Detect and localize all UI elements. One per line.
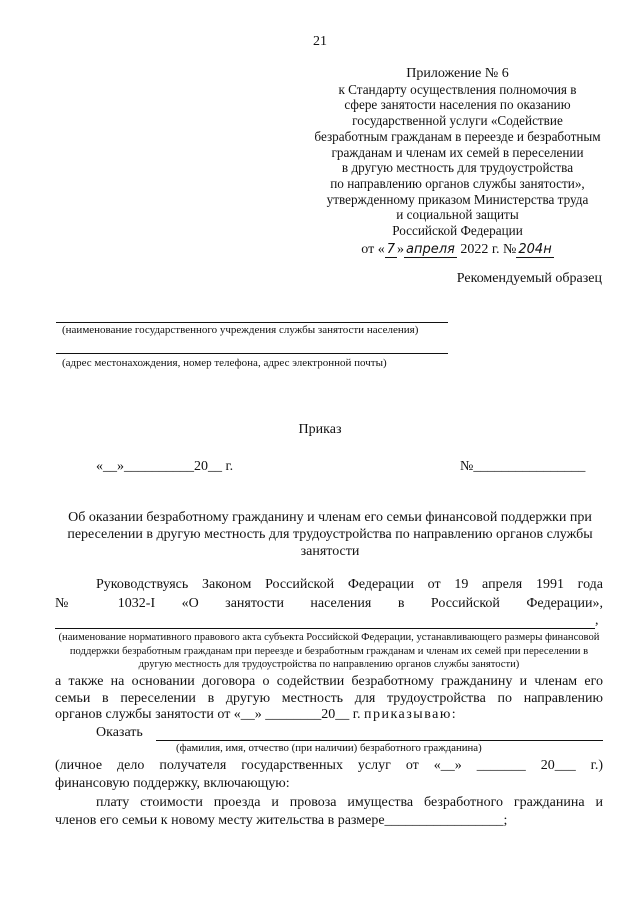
order-number-field: №________________: [460, 459, 586, 474]
appendix-line: и социальной защиты: [396, 207, 519, 223]
handwritten-number: 204н: [518, 241, 552, 257]
institution-line: [56, 322, 448, 323]
legal-act-line: [55, 628, 595, 629]
handwritten-month: апреля: [406, 241, 455, 257]
order-subject: Об оказании безработному гражданину и членам его семьи финансовой поддержки при переселении в другую местность для трудоустройства по направлению органов службы занятости: [67, 510, 593, 559]
appendix-line: гражданам и членам их семей в переселении: [331, 144, 584, 160]
institution-caption: (наименование государственного учреждения службы занятости населения): [62, 324, 419, 336]
appendix-line: к Стандарту осуществления полномочия в: [338, 81, 577, 97]
appendix-line: Приложение № 6: [406, 66, 509, 81]
appendix-line: по направлению органов службы занятости»,: [330, 175, 585, 191]
date-year: 2022 г. №: [456, 241, 517, 257]
order-date: [361, 242, 553, 258]
appendix-line: в другую местность для трудоустройства: [341, 160, 574, 176]
legal-act-line-end: ,: [595, 613, 599, 628]
appendix-block: [290, 66, 625, 257]
body-line: плату стоимости проезда и провоза имущества безработного гражданина и: [96, 795, 603, 810]
body-line: семьи в переселении в другую местность для трудоустройства по направлению: [55, 691, 603, 706]
order-date-field: «__»__________20__ г.: [96, 459, 234, 474]
name-line: [156, 740, 603, 741]
date-prefix: от «: [361, 241, 385, 257]
body-text: органов службы занятости от «__» ________20__ г.: [55, 707, 364, 722]
body-line: членов его семьи к новому месту жительства в размере_________________;: [55, 813, 508, 828]
appendix-line: сфере занятости населения по оказанию: [344, 97, 571, 113]
appendix-line: Российской Федерации: [392, 223, 523, 239]
body-line: Руководствуясь Законом Российской Федерации от 19 апреля 1991 года: [96, 577, 603, 592]
handwritten-day: 7: [386, 241, 395, 257]
body-line: а также на основании договора о содействии безработному гражданину и членам его: [55, 674, 603, 689]
document-title: Приказ: [298, 422, 342, 437]
appendix-line: государственной услуги «Содействие: [352, 113, 563, 129]
body-line: № 1032-I «О занятости населения в Российской Федерации»,: [55, 596, 603, 611]
date-mid: »: [397, 241, 404, 257]
order-keyword: приказываю:: [363, 707, 458, 722]
body-line: (личное дело получателя государственных услуг от «__» _______ 20___ г.): [55, 758, 603, 773]
provide-label: Оказать: [96, 725, 143, 740]
address-line: [56, 353, 448, 354]
appendix-line: утвержденному приказом Министерства труда: [326, 191, 589, 207]
page-number: 21: [313, 34, 327, 49]
appendix-line: безработным гражданам в переезде и безработным: [314, 128, 601, 144]
body-line: финансовую поддержку, включающую:: [55, 776, 290, 791]
address-caption: (адрес местонахождения, номер телефона, адрес электронной почты): [62, 357, 387, 369]
name-caption: (фамилия, имя, отчество (при наличии) безработного гражданина): [176, 742, 482, 754]
body-line: [55, 706, 603, 723]
legal-act-caption: (наименование нормативного правового акта субъекта Российской Федерации, устанавливающего размеры финансовой поддержки безработным гражданам при переезде и безработным гражданам и членам их семей при переселении в другую местность для трудоустройства по направлению органов службы занятости): [58, 632, 600, 670]
recommended-sample-label: Рекомендуемый образец: [456, 271, 602, 286]
